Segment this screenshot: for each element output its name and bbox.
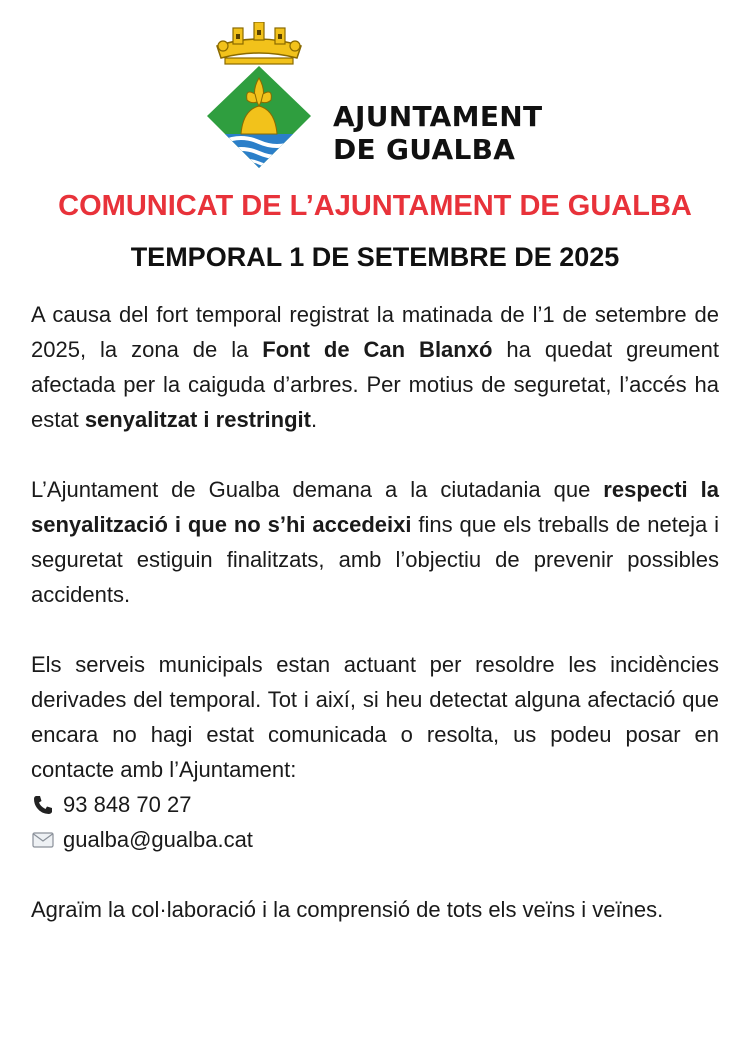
telephone-icon: [31, 793, 55, 817]
phone-number: 93 848 70 27: [63, 792, 192, 817]
contact-phone: [31, 787, 719, 822]
subject-title: TEMPORAL 1 DE SETEMBRE DE 2025: [130, 242, 620, 272]
municipal-crest-logo: [203, 22, 315, 170]
email-address: gualba@gualba.cat: [63, 827, 253, 852]
envelope-icon: [31, 828, 55, 852]
paragraph-thanks: [31, 892, 719, 927]
communique-title: COMUNICAT DE L’AJUNTAMENT DE GUALBA: [58, 190, 692, 222]
organization-name-line1: AJUNTAMENT: [333, 100, 543, 133]
request-highlight: respecti la senyalització i que no s’hi accedeixi: [31, 477, 719, 537]
text-run: A causa del fort temporal registrat la matinada de l’1 de setembre de 2025, la zona de la: [31, 302, 719, 362]
notice-body: [31, 297, 719, 927]
text-run: Agraïm la col·laboració i la comprensió de tots els veïns i veïnes.: [31, 897, 664, 922]
paragraph-request: [31, 472, 719, 612]
contact-email: [31, 822, 719, 857]
text-run: L’Ajuntament de Gualba demana a la ciutadania que: [31, 477, 604, 502]
text-run: fins que els treballs de neteja i seguretat estiguin finalitzats, amb l’objectiu de prevenir possibles accidents.: [31, 512, 719, 607]
paragraph-incident: [31, 297, 719, 437]
paragraph-services: [31, 647, 719, 787]
text-run: .: [311, 407, 318, 432]
crown-icon: [217, 22, 301, 64]
text-run: Els serveis municipals estan actuant per resoldre les incidències derivades del temporal. Tot i així, si heu detectat alguna afectació que encara no hagi estat comunicada o resolta, us podeu posar en contacte amb l’Ajuntament:: [31, 652, 719, 782]
restriction-status: senyalitzat i restringit: [84, 407, 311, 432]
text-run: ha quedat greument afectada per la caiguda d’arbres. Per motius de seguretat, l’accés ha estat: [31, 337, 720, 432]
location-name: Font de Can Blanxó: [262, 337, 493, 362]
organization-name-line2: DE GUALBA: [333, 133, 516, 166]
organization-name: [333, 100, 542, 166]
header: [0, 22, 750, 172]
